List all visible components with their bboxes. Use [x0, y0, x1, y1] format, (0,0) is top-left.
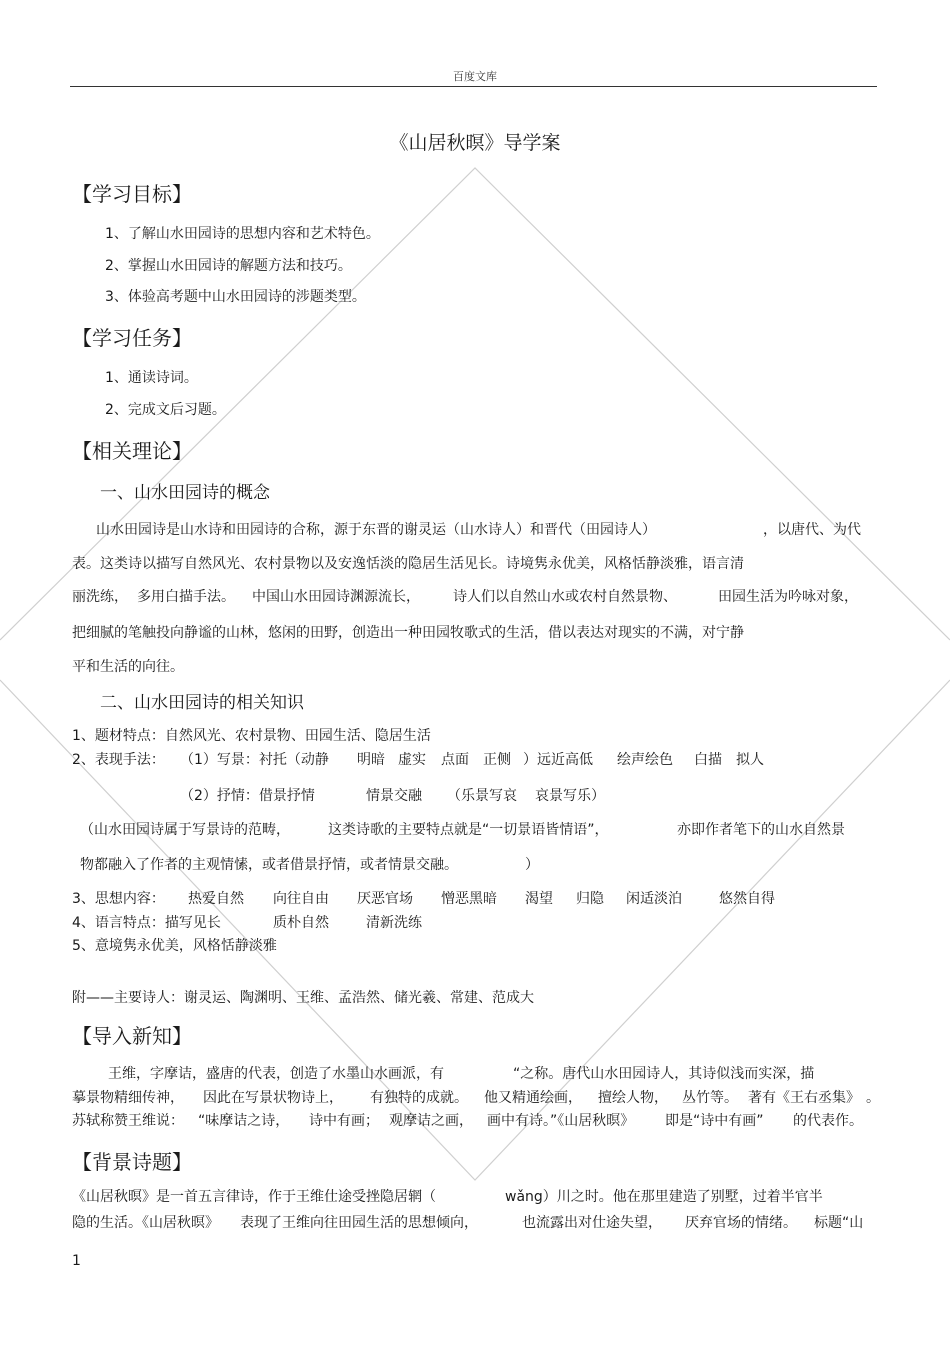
- intro-text: 即是“诗中有画”: [665, 1113, 764, 1129]
- goal-item: 1、了解山水田园诗的思想内容和艺术特色。: [105, 226, 380, 242]
- background-text: 厌弃官场的情绪。: [685, 1215, 797, 1231]
- task-item: 2、完成文后习题。: [105, 402, 226, 418]
- intro-text: 著有《王右丞集》: [748, 1090, 860, 1106]
- intro-text: 摹景物精细传神，: [72, 1090, 184, 1106]
- knowledge-item: 厌恶官场: [357, 891, 413, 907]
- intro-text: 因此在写景状物诗上，: [203, 1090, 343, 1106]
- paragraph-text: 多用白描手法。: [137, 589, 235, 605]
- background-text: 表现了王维向往田园生活的思想倾向，: [240, 1215, 478, 1231]
- intro-text: 诗中有画；: [309, 1113, 379, 1129]
- knowledge-item: 憎恶黑暗: [441, 891, 497, 907]
- intro-text: 有独特的成就。: [370, 1090, 468, 1106]
- paragraph-text: 表。这类诗以描写自然风光、农村景物以及安逸恬淡的隐居生活见长。诗境隽永优美，风格恬静淡雅，语言清: [72, 556, 744, 572]
- section-heading-theory: 【相关理论】: [72, 439, 192, 463]
- knowledge-item: 3、思想内容：: [72, 891, 165, 907]
- knowledge-item: 明暗: [357, 752, 385, 768]
- knowledge-item: 点面: [441, 752, 469, 768]
- intro-text: 画中有诗。”《山居秋暝》: [487, 1113, 635, 1129]
- knowledge-item: ）远近高低: [523, 752, 593, 768]
- intro-text: “味摩诘之诗，: [198, 1113, 290, 1129]
- knowledge-item: 拟人: [736, 752, 764, 768]
- section-heading-background: 【背景诗题】: [72, 1150, 192, 1174]
- knowledge-item: 4、语言特点：描写见长: [72, 915, 221, 931]
- note-text: 这类诗歌的主要特点就是“一切景语皆情语”，: [328, 822, 609, 838]
- intro-text: 的代表作。: [793, 1113, 863, 1129]
- paragraph-text: 诗人们以自然山水或农村自然景物、: [453, 589, 677, 605]
- knowledge-item: 1、题材特点：自然风光、农村景物、田园生活、隐居生活: [72, 728, 431, 744]
- goal-item: 2、掌握山水田园诗的解题方法和技巧。: [105, 258, 352, 274]
- intro-text: 丛竹等。: [682, 1090, 738, 1106]
- intro-text: 王维，字摩诘，盛唐的代表，创造了水墨山水画派，有: [108, 1066, 444, 1082]
- intro-text: 观摩诘之画，: [389, 1113, 473, 1129]
- paragraph-text: ，以唐代、为代: [763, 522, 861, 538]
- knowledge-item: 2、表现手法：: [72, 752, 165, 768]
- knowledge-item: 质朴自然: [273, 915, 329, 931]
- page-header: 百度文库: [453, 70, 497, 83]
- paragraph-text: 山水田园诗是山水诗和田园诗的合称，源于东晋的谢灵运（山水诗人）和晋代（田园诗人）: [96, 522, 656, 538]
- header-rule: [70, 86, 877, 87]
- knowledge-item: 渴望: [525, 891, 553, 907]
- knowledge-item: 热爱自然: [188, 891, 244, 907]
- note-text: 物都融入了作者的主观情愫，或者借景抒情，或者情景交融。: [80, 857, 458, 873]
- intro-text: 。: [866, 1090, 880, 1106]
- knowledge-item: （乐景写哀: [447, 788, 517, 804]
- paragraph-text: 平和生活的向往。: [72, 659, 184, 675]
- background-text: 《山居秋暝》是一首五言律诗，作于王维仕途受挫隐居辋（: [72, 1189, 436, 1205]
- paragraph-text: 中国山水田园诗渊源流长，: [252, 589, 420, 605]
- knowledge-item: 情景交融: [366, 788, 422, 804]
- knowledge-item: 5、意境隽永优美，风格恬静淡雅: [72, 938, 277, 954]
- section-heading-tasks: 【学习任务】: [72, 326, 192, 350]
- knowledge-item: 归隐: [576, 891, 604, 907]
- knowledge-item: 哀景写乐）: [535, 788, 605, 804]
- intro-text: 苏轼称赞王维说：: [72, 1113, 184, 1129]
- document-title: 《山居秋暝》导学案: [389, 132, 561, 154]
- section-heading-goals: 【学习目标】: [72, 182, 192, 206]
- subheading-knowledge: 二、山水田园诗的相关知识: [100, 693, 304, 713]
- background-text: 标题“山: [814, 1215, 864, 1231]
- task-item: 1、通读诗词。: [105, 370, 198, 386]
- knowledge-item: （1）写景：衬托（动静: [180, 752, 329, 768]
- intro-text: 他又精通绘画，: [484, 1090, 582, 1106]
- knowledge-item: 绘声绘色: [617, 752, 673, 768]
- note-text: ）: [525, 857, 539, 873]
- knowledge-item: 正侧: [483, 752, 511, 768]
- section-heading-intro: 【导入新知】: [72, 1024, 192, 1048]
- knowledge-item: 悠然自得: [719, 891, 775, 907]
- background-text: wǎng）川之时。他在那里建造了别墅，过着半官半: [505, 1189, 823, 1205]
- intro-text: 擅绘人物，: [598, 1090, 668, 1106]
- paragraph-text: 田园生活为吟咏对象，: [718, 589, 858, 605]
- knowledge-item: 向往自由: [273, 891, 329, 907]
- note-text: 亦即作者笔下的山水自然景: [677, 822, 845, 838]
- knowledge-item: （2）抒情：借景抒情: [180, 788, 315, 804]
- knowledge-item: 闲适淡泊: [626, 891, 682, 907]
- background-text: 隐的生活。《山居秋暝》: [72, 1215, 219, 1231]
- knowledge-item: 白描: [694, 752, 722, 768]
- paragraph-text: 丽洗练，: [72, 589, 128, 605]
- note-text: （山水田园诗属于写景诗的范畴，: [80, 822, 290, 838]
- appendix-text: 附——主要诗人：谢灵运、陶渊明、王维、孟浩然、储光羲、常建、范成大: [72, 990, 534, 1006]
- knowledge-item: 清新洗练: [366, 915, 422, 931]
- subheading-concept: 一、山水田园诗的概念: [100, 483, 270, 503]
- paragraph-text: 把细腻的笔触投向静谧的山林，悠闲的田野，创造出一种田园牧歌式的生活，借以表达对现实的不满，对宁静: [72, 625, 744, 641]
- knowledge-item: 虚实: [398, 752, 426, 768]
- background-text: 也流露出对仕途失望，: [522, 1215, 662, 1231]
- goal-item: 3、体验高考题中山水田园诗的涉题类型。: [105, 289, 366, 305]
- page-number: 1: [72, 1253, 81, 1269]
- intro-text: “之称。唐代山水田园诗人，其诗似浅而实深，描: [513, 1066, 815, 1082]
